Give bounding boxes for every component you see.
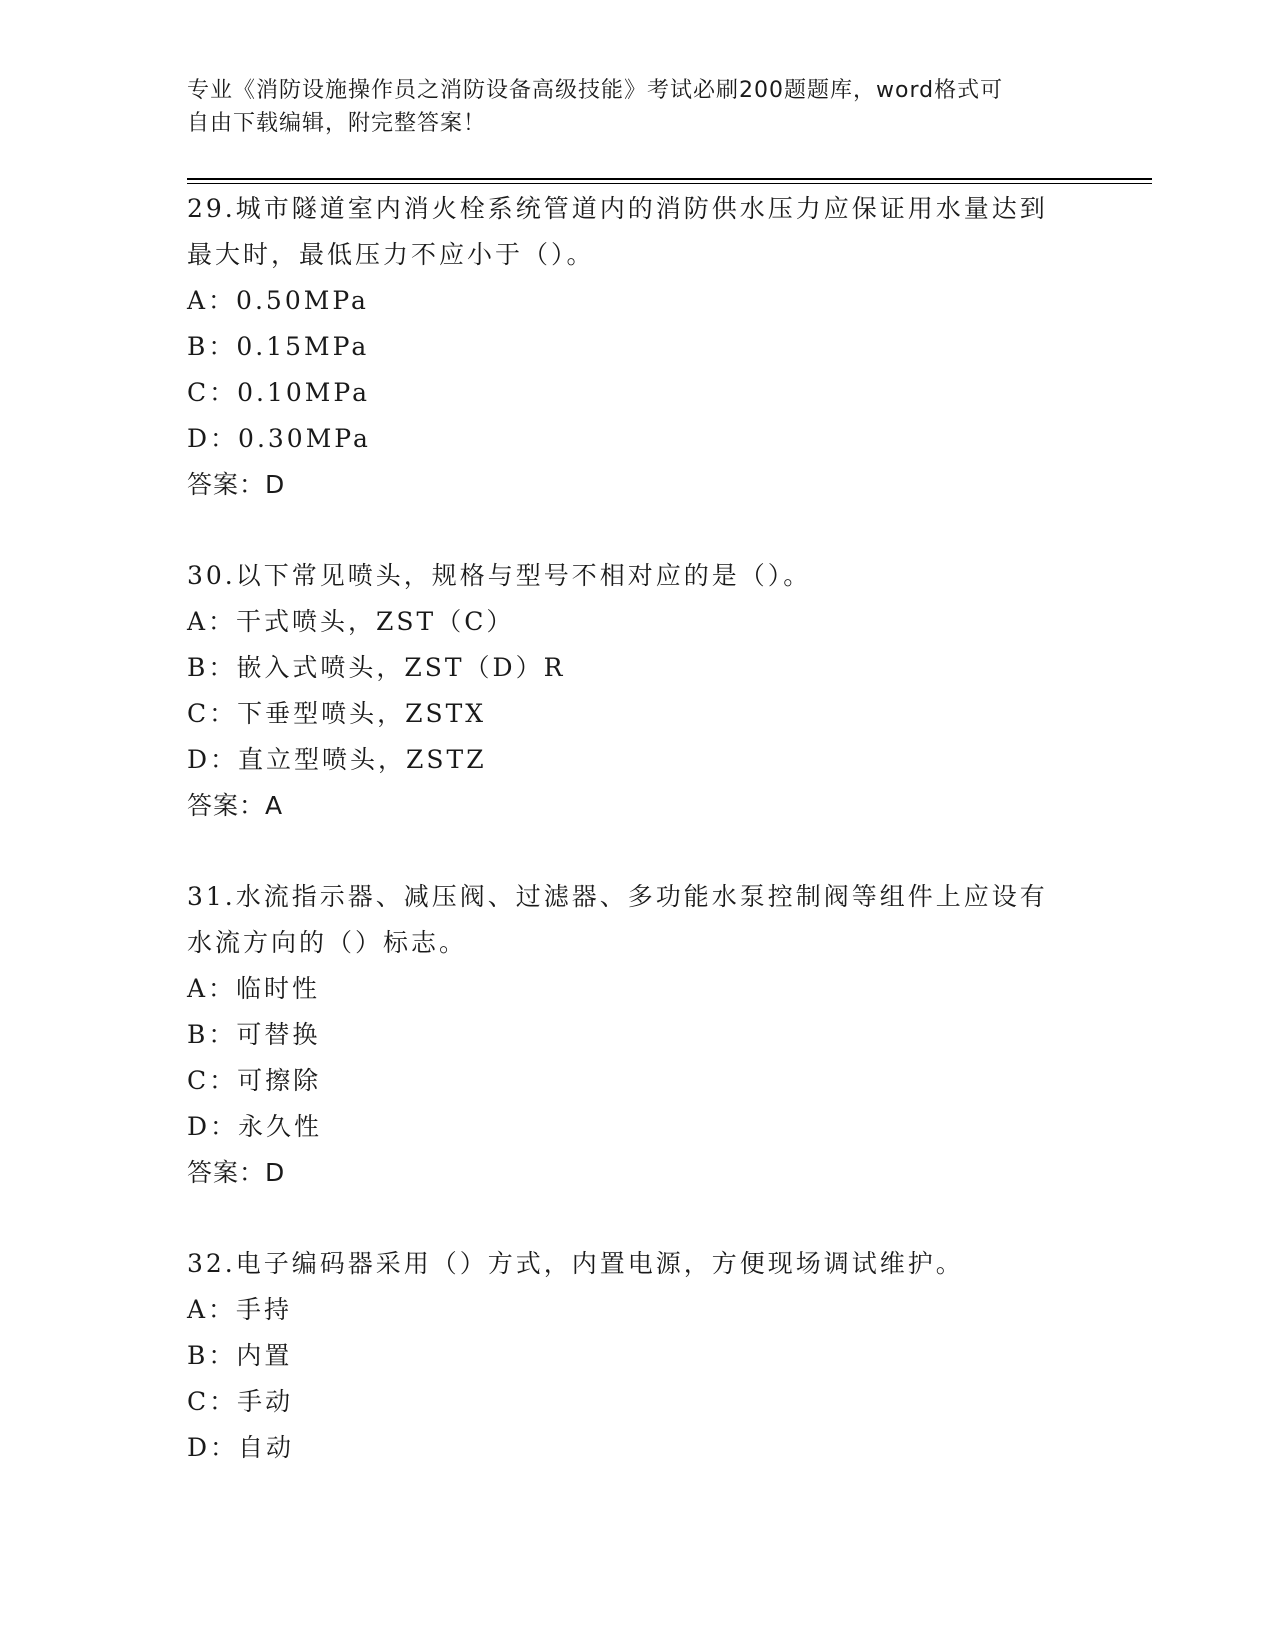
option-a: A：干式喷头，ZST（C） <box>187 607 515 636</box>
option-a: A：临时性 <box>187 974 321 1003</box>
answer: 答案：A <box>187 791 284 820</box>
question-stem-line: 30.以下常见喷头，规格与型号不相对应的是（）。 <box>187 561 812 590</box>
option-d: D：直立型喷头，ZSTZ <box>187 745 487 774</box>
option-b: B：0.15MPa <box>187 332 370 361</box>
question-stem-line: 32.电子编码器采用（）方式，内置电源，方便现场调试维护。 <box>187 1249 964 1278</box>
option-c: C：可擦除 <box>187 1066 322 1095</box>
option-d: D：0.30MPa <box>187 424 371 453</box>
header-divider-thin <box>187 183 1152 184</box>
header-line-2: 自由下载编辑，附完整答案！ <box>187 111 487 136</box>
question-stem-line: 29.城市隧道室内消火栓系统管道内的消防供水压力应保证用水量达到 <box>187 194 1048 223</box>
option-d: D：自动 <box>187 1433 295 1462</box>
option-c: C：手动 <box>187 1387 294 1416</box>
question-31 <box>187 874 1087 1196</box>
option-d: D：永久性 <box>187 1112 323 1141</box>
option-b: B：可替换 <box>187 1020 321 1049</box>
question-29 <box>187 186 1087 508</box>
option-c: C：0.10MPa <box>187 378 370 407</box>
header-line-1: 专业《消防设施操作员之消防设备高级技能》考试必刷200题题库，word格式可 <box>187 78 1004 103</box>
document-header <box>187 74 1067 140</box>
header-divider-thick <box>187 178 1152 180</box>
option-b: B：嵌入式喷头，ZST（D）R <box>187 653 566 682</box>
question-stem-line: 水流方向的（）标志。 <box>187 928 468 957</box>
question-stem-line: 31.水流指示器、减压阀、过滤器、多功能水泵控制阀等组件上应设有 <box>187 882 1048 911</box>
answer: 答案：D <box>187 1158 286 1187</box>
question-30 <box>187 553 1087 829</box>
option-a: A：手持 <box>187 1295 293 1324</box>
option-a: A：0.50MPa <box>187 286 369 315</box>
question-32 <box>187 1241 1087 1471</box>
answer: 答案：D <box>187 470 286 499</box>
question-stem-line: 最大时，最低压力不应小于（）。 <box>187 240 595 269</box>
option-b: B：内置 <box>187 1341 293 1370</box>
option-c: C：下垂型喷头，ZSTX <box>187 699 487 728</box>
